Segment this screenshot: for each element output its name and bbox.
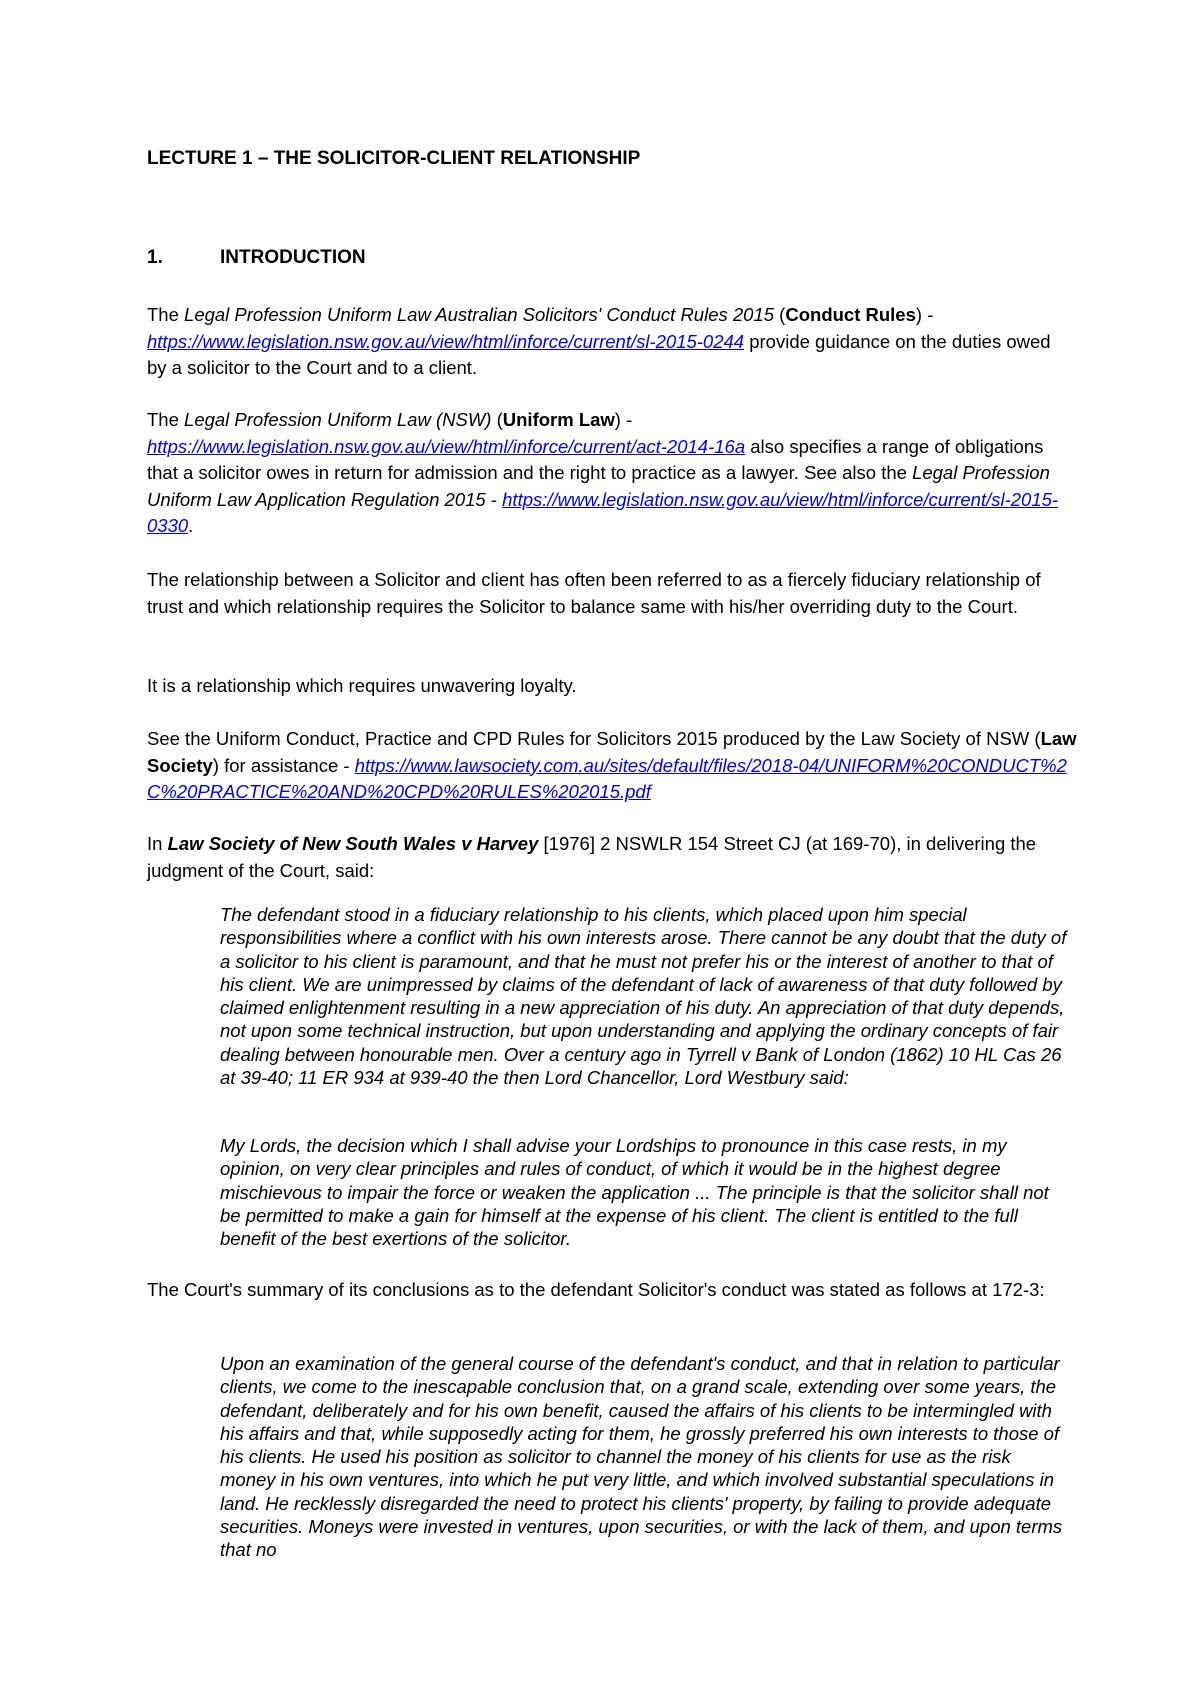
paragraph-conduct-rules	[147, 302, 1067, 382]
conduct-rules-link[interactable]: https://www.legislation.nsw.gov.au/view/html/inforce/current/sl-2015-0244	[147, 330, 745, 352]
regulation-link[interactable]: https://www.legislation.nsw.gov.au/view/html/inforce/current/sl-2015-0330	[147, 488, 1059, 536]
paragraph-harvey-case	[147, 831, 1067, 884]
bold-term: Conduct Rules	[785, 304, 916, 325]
bold-term: Uniform Law	[502, 409, 615, 430]
paragraph-relationship: The relationship between a Solicitor and client has often been referred to as a fiercely fiduciary relationship of trust and which relationship requires the Solicitor to balance same with his/her overriding duty to the Court.	[147, 569, 1041, 617]
text: In	[147, 833, 168, 854]
italic-title: Legal Profession Uniform Law Application Regulation 2015	[147, 462, 1050, 510]
text: The	[147, 409, 185, 430]
text: (	[774, 304, 786, 325]
block-quote-westbury: My Lords, the decision which I shall advise your Lordships to pronounce in this case rests, in my opinion, on very clear principles and rules of conduct, of which it would be in the highest degree mischievous to impair the force or weaken the application ... The principle is that the solicitor shall not be permitted to make a gain for himself at the expense of his client. The client is entitled to the full benefit of the best exertions of the solicitor.	[220, 1135, 1049, 1250]
bold-term: Law Society	[147, 728, 1077, 776]
text: ) for assistance -	[212, 754, 355, 776]
paragraph-uniform-law	[147, 407, 1067, 540]
paragraph-law-society	[147, 726, 1077, 806]
block-quote-harvey: The defendant stood in a fiduciary relationship to his clients, which placed upon him special responsibilities where a conflict with his own interests arose. There cannot be any doubt that the duty of a solicitor to his client is paramount, and that he must not prefer his or the interest of another to that of his client. We are unimpressed by claims of the defendant of lack of awareness of that duty followed by claimed enlightenment resulting in a new appreciation of his duty. An appreciation of that duty depends, not upon some technical instruction, but upon understanding and applying the ordinary concepts of fair dealing between honourable men. Over a century ago in Tyrrell v Bank of London (1862) 10 HL Cas 26 at 39-40; 11 ER 934 at 939-40 the then Lord Chancellor, Lord Westbury said:	[220, 904, 1067, 1089]
case-name: Law Society of New South Wales v Harvey	[167, 833, 539, 854]
paragraph-court-summary: The Court's summary of its conclusions as to the defendant Solicitor's conduct was stated as follows at 172-3:	[147, 1279, 1045, 1300]
text: See the Uniform Conduct, Practice and CPD Rules for Solicitors 2015 produced by the Law Society of NSW (	[147, 728, 1041, 749]
uniform-law-link[interactable]: https://www.legislation.nsw.gov.au/view/html/inforce/current/act-2014-16a	[147, 435, 746, 457]
italic-title: Legal Profession Uniform Law Australian Solicitors' Conduct Rules 2015	[184, 304, 775, 325]
text: [1976] 2 NSWLR 154 Street CJ (at 169-70), in delivering the judgment of the Court, said:	[147, 833, 1037, 881]
section-number: 1.	[147, 247, 163, 268]
text: also specifies a range of obligations that a solicitor owes in return for admission and the right to practice as a lawyer. See also the	[147, 435, 1044, 483]
text: ) -	[915, 304, 934, 325]
text: The	[147, 304, 185, 325]
section-heading	[147, 245, 1067, 272]
paragraph-loyalty: It is a relationship which requires unwavering loyalty.	[147, 675, 577, 696]
italic-title: Legal Profession Uniform Law (NSW)	[184, 409, 492, 430]
text: ) -	[614, 409, 633, 430]
section-heading-text: INTRODUCTION	[220, 247, 366, 268]
text: .	[188, 515, 194, 536]
text: (	[491, 409, 503, 430]
text: provide guidance on the duties owed by a solicitor to the Court and to a client.	[147, 330, 1051, 378]
document-title: LECTURE 1 – THE SOLICITOR-CLIENT RELATIONSHIP	[147, 148, 641, 169]
block-quote-summary: Upon an examination of the general course of the defendant's conduct, and that in relation to particular clients, we come to the inescapable conclusion that, on a grand scale, extending over some years, the defendant, deliberately and for his own benefit, caused the affairs of his clients to be intermingled with his affairs and that, while supposedly acting for them, he grossly preferred his own interests to those of his clients. He used his position as solicitor to channel the money of his clients for use as the risk money in his own ventures, into which he put very little, and which involved substantial speculations in land. He recklessly disregarded the need to protect his clients' property, by failing to provide adequate securities. Moneys were invested in ventures, upon securities, or with the lack of them, and upon terms that no	[220, 1353, 1063, 1561]
text: -	[485, 488, 503, 510]
law-society-link[interactable]: https://www.lawsociety.com.au/sites/default/files/2018-04/UNIFORM%20CONDUCT%2C%20PRACTICE%20AND%20CPD%20RULES%202015.pdf	[147, 754, 1067, 802]
